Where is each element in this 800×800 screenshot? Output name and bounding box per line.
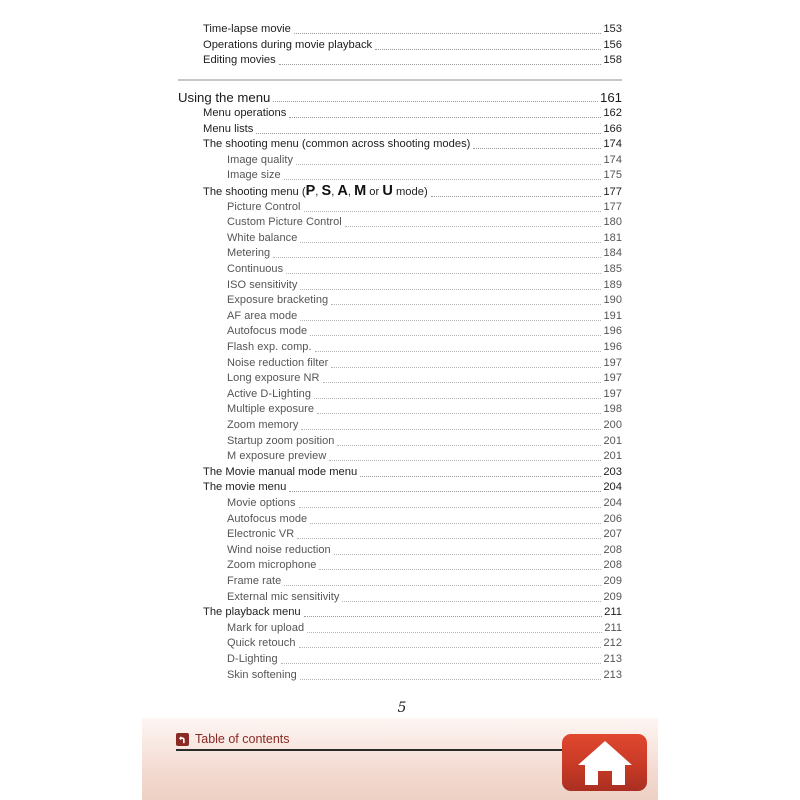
toc-entry-page: 166 [603,122,622,135]
toc-entry-page: 177 [603,186,622,198]
toc-entry[interactable] [227,293,622,308]
dot-leader [345,216,602,227]
toc-entry-page: 213 [603,668,622,681]
toc-entry-page: 185 [603,263,622,275]
toc-entry-title: Mark for upload [227,621,305,634]
toc-entry-page: 191 [603,309,622,322]
dot-leader [304,606,603,617]
toc-entry-page: 204 [603,481,622,494]
toc-entry-title: Editing movies [203,54,276,66]
toc-entry-title: Long exposure NR [227,372,320,385]
toc-entry-title: Quick retouch [227,637,296,650]
dot-leader [337,435,601,446]
toc-entry[interactable] [227,153,622,168]
toc-entry[interactable] [227,200,622,215]
toc-entry-page: 201 [603,450,622,463]
toc-entry-page: 209 [603,575,622,587]
toc-entry[interactable] [227,215,622,230]
toc-entry[interactable] [227,636,622,651]
toc-section-page: 161 [599,90,622,105]
toc-entry-page: 206 [603,512,622,525]
toc-entry[interactable] [227,434,622,449]
dot-leader [299,637,602,648]
dot-leader [329,450,601,461]
toc-entry-title: Wind noise reduction [227,543,331,556]
toc-entry-title: Image quality [227,153,294,166]
toc-entry[interactable] [227,621,622,636]
toc-entry[interactable] [203,122,622,137]
toc-entry[interactable] [227,668,622,683]
toc-entry[interactable] [227,543,622,558]
toc-entry[interactable] [203,106,622,121]
toc-entry[interactable] [203,184,622,200]
dot-leader [314,388,601,399]
toc-entry-title: AF area mode [227,309,298,322]
dot-leader [296,154,601,165]
toc-entry-title: Exposure bracketing [227,294,329,307]
toc-entry-title: Movie options [227,497,296,509]
toc-entry-title: D-Lighting [227,653,278,665]
toc-entry-title: Flash exp. comp. [227,341,312,353]
toc-entry-title: External mic sensitivity [227,590,340,603]
toc-entry[interactable] [227,652,622,667]
toc-entry-page: 180 [603,216,622,229]
dot-leader [273,247,601,258]
section-divider [178,79,622,81]
toc-section-heading[interactable] [178,90,622,105]
dot-leader [300,669,602,680]
toc-entry[interactable] [203,22,622,37]
dot-leader [284,575,601,586]
dot-leader [342,591,601,602]
toc-entry[interactable] [203,465,622,480]
toc-entry[interactable] [227,324,622,339]
toc-entry[interactable] [227,449,622,464]
toc-entry-page: 198 [603,403,622,416]
toc-entry[interactable] [227,527,622,542]
dot-leader [331,294,601,305]
dot-leader [334,544,602,555]
dot-leader [360,466,601,477]
dot-leader [286,263,601,274]
toc-entry-title: Image size [227,169,281,182]
toc-entry[interactable] [203,605,622,620]
toc-entry-page: 211 [604,621,622,634]
toc-entry-page: 201 [603,434,622,447]
mode-letter-p: P [305,184,316,199]
dot-leader [473,138,601,149]
home-button[interactable] [562,734,647,791]
toc-entry-page: 196 [603,341,622,353]
toc-entry-page: 162 [603,107,622,119]
dot-leader [279,54,602,65]
toc-entry-title: Startup zoom position [227,434,335,447]
toc-entry[interactable] [227,168,622,183]
toc-entry[interactable] [227,356,622,371]
dot-leader [310,513,601,524]
toc-entry-title: The playback menu [203,606,301,619]
toc-entry-title: The shooting menu (common across shooting modes) [203,138,471,151]
toc-entry-title: Electronic VR [227,528,295,541]
page-number: 5 [397,700,407,716]
toc-entry-page: 181 [603,231,622,244]
mode-letter-m: M [354,184,367,199]
toc-entry[interactable] [227,340,622,355]
toc-entry-page: 158 [603,54,622,66]
mode-letter-u: U [382,184,393,199]
home-icon [574,738,636,788]
toc-entry-title: M exposure preview [227,450,327,463]
toc-entry-page: 209 [603,590,622,603]
toc-entry[interactable] [227,309,622,324]
toc-entry-title: Zoom microphone [227,559,317,572]
toc-entry[interactable] [227,590,622,605]
toc-entry[interactable] [203,137,622,152]
toc-entry[interactable] [227,371,622,386]
toc-entry[interactable] [227,402,622,417]
toc-entry[interactable] [227,496,622,511]
back-arrow-icon [176,733,189,746]
toc-entry[interactable] [203,53,622,68]
mode-letter-a: A [337,184,348,199]
toc-entry[interactable] [227,574,622,589]
dot-leader [289,107,601,118]
dot-leader [331,357,601,368]
dot-leader [300,279,601,290]
table-of-contents-label: Table of contents [195,732,290,746]
dot-leader [301,419,601,430]
toc-entry-title: Multiple exposure [227,403,315,416]
dot-leader [273,91,598,102]
dot-leader [323,372,602,383]
toc-entry[interactable] [227,418,622,433]
toc-entry-title: The shooting menu (P, S, A, M or U mode) [203,184,428,199]
dot-leader [304,201,602,212]
dot-leader [431,186,602,197]
toc-entry-page: 197 [603,372,622,385]
toc-entry-title: Metering [227,247,271,260]
toc-entry-page: 212 [603,637,622,650]
dot-leader [319,559,601,570]
toc-entry[interactable] [227,278,622,293]
dot-leader [299,497,602,508]
dot-leader [300,310,601,321]
toc-entry-title: Custom Picture Control [227,216,342,229]
toc-entry-page: 174 [603,153,622,166]
toc-entry-title: The movie menu [203,481,287,494]
toc-entry-title: Skin softening [227,668,297,681]
toc-entry-page: 211 [604,606,622,619]
toc-entry[interactable] [227,262,622,277]
dot-leader [375,39,601,50]
toc-entry-title: The Movie manual mode menu [203,465,358,478]
toc-entry-title: ISO sensitivity [227,278,298,291]
toc-entry-page: 204 [603,497,622,509]
dot-leader [256,123,601,134]
toc-entry-title: Menu operations [203,107,287,119]
toc-entry-title: Autofocus mode [227,512,308,525]
toc-entry[interactable] [227,231,622,246]
toc-entry-title: Time-lapse movie [203,23,291,35]
toc-entry-page: 213 [603,653,622,665]
dot-leader [315,341,602,352]
toc-entry[interactable] [203,38,622,53]
toc-entry-page: 200 [603,419,622,431]
toc-entry-page: 156 [603,39,622,51]
toc-entry-page: 207 [603,528,622,541]
toc-entry-page: 190 [603,294,622,307]
toc-entry[interactable] [227,558,622,573]
toc-entry[interactable] [227,246,622,261]
dot-leader [300,232,601,243]
table-of-contents-link[interactable] [176,732,290,746]
toc-entry-title: Autofocus mode [227,325,308,338]
dot-leader [307,622,602,633]
toc-entry[interactable] [203,480,622,495]
toc-entry-title: Zoom memory [227,419,299,431]
dot-leader [294,23,601,34]
toc-entry-page: 208 [603,559,622,572]
toc-entry-title: Continuous [227,263,284,275]
toc-entry-page: 174 [603,138,622,151]
toc-entry-page: 175 [603,169,622,182]
toc-entry-page: 197 [603,387,622,400]
toc-section-title: Using the menu [178,90,271,105]
toc-entry-title: Noise reduction filter [227,356,329,369]
toc-entry-page: 196 [603,325,622,338]
toc-entry[interactable] [227,512,622,527]
toc-entry-page: 184 [603,247,622,260]
toc-entry-title: Active D-Lighting [227,387,311,400]
footer-rule [176,749,575,751]
toc-entry-page: 153 [603,23,622,35]
toc-entry-page: 208 [603,543,622,556]
toc-entry-title: White balance [227,231,298,244]
dot-leader [297,528,601,539]
toc-entry-page: 189 [603,278,622,291]
toc-entry-page: 177 [603,200,622,213]
dot-leader [289,481,601,492]
toc-entry-title: Frame rate [227,575,282,587]
dot-leader [317,403,601,414]
toc-entry-page: 197 [603,356,622,369]
toc-entry-page: 203 [603,465,622,478]
mode-letter-s: S [321,184,332,199]
toc-entry[interactable] [227,387,622,402]
toc-entry-title: Menu lists [203,122,254,135]
toc-entry-title: Operations during movie playback [203,39,373,51]
dot-leader [310,325,601,336]
dot-leader [284,169,602,180]
dot-leader [281,653,602,664]
toc-entry-title: Picture Control [227,200,301,213]
